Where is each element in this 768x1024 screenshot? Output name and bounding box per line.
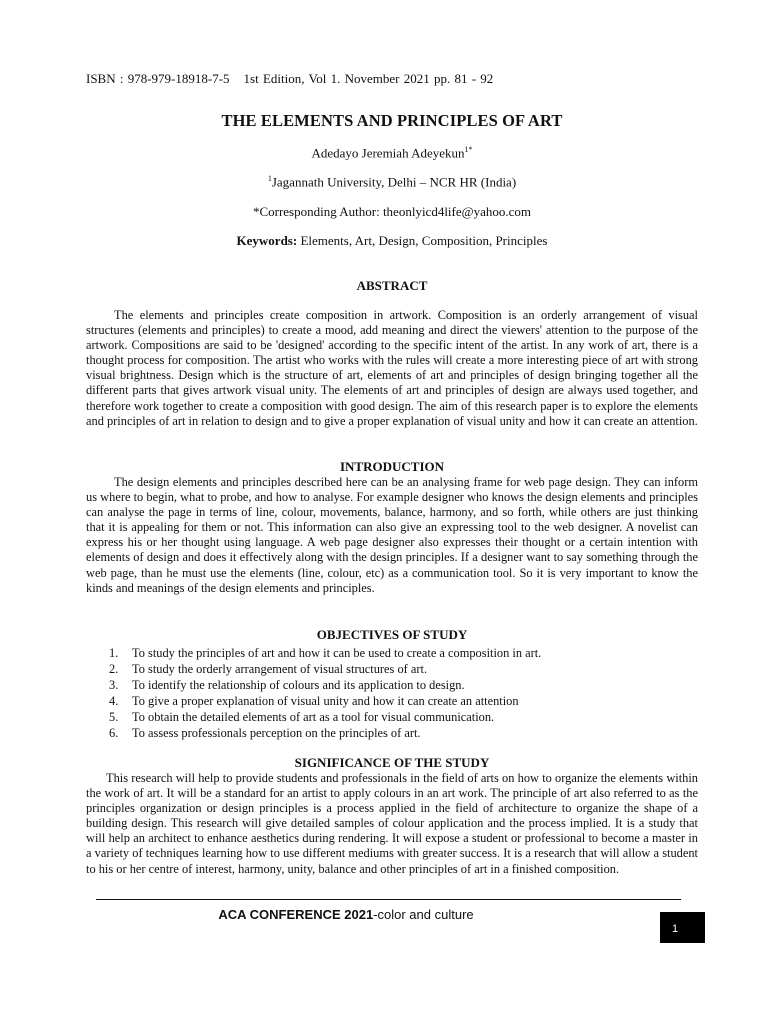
list-item: [86, 677, 698, 693]
page-number-box: [660, 912, 705, 943]
affiliation-mark: 1: [267, 174, 272, 183]
isbn-text: ISBN : 978-979-18918-7-5: [86, 71, 230, 86]
edition-text: 1st Edition, Vol 1. November 2021 pp. 81 - 92: [243, 71, 494, 86]
list-item-text: To study the principles of art and how it can be used to create a composition in art.: [132, 646, 542, 660]
keywords-line: [60, 233, 724, 249]
significance-paragraph: This research will help to provide students and professionals in the field of arts on how to organize the elements within the work of art. It will be a standard for an artist to apply colours in an art work. The principle of art also referred to as the principles organization or design principles is a process applied in the field of architecture to organize the shape of a building design. This research will give detailed samples of colour application and the process implied. It is a study that will help an architect to enhance aesthetics during rendering. It will expose a student or professional to become a master in a variety of techniques learning how to use different mediums with greater success. It is a research that will allow a student to his or her centre of interest, harmony, unity, balance and other principles of art in a finished composition.: [86, 771, 698, 876]
list-item-text: To assess professionals perception on the principles of art.: [132, 726, 421, 741]
list-item: [86, 693, 698, 709]
objectives-heading: OBJECTIVES OF STUDY: [316, 627, 468, 642]
author-name: Adedayo Jeremiah Adeyekun: [311, 145, 465, 161]
conference-footer: [96, 907, 596, 922]
keywords-label: Keywords:: [236, 233, 298, 248]
introduction-paragraph: The design elements and principles described here can be an analysing frame for web page design. They can inform us where to begin, what to probe, and how to analyse. For example designer who knows the design elements and principles can analyse the page in terms of line, colour, movements, balance, harmony, and so forth, while others are just thinking that it is appealing for them or not. This information can also give an expressing tool to the web designer. A novelist can express his or her thought using language. A web page designer also expresses their thought or a certain intention with elements of design and does it effectively along with the design principles. If a designer want to say something through the web page, than he must use the elements (line, colour, etc) as a communication tool. So it is very important to know the kinds and meanings of the design elements and principles.: [86, 475, 698, 595]
list-item-number: 1.: [109, 646, 119, 660]
author-mark: 1*: [464, 145, 473, 154]
paper-title: THE ELEMENTS AND PRINCIPLES OF ART: [221, 111, 563, 130]
footer-divider: [96, 899, 681, 900]
objectives-list: [86, 645, 698, 742]
list-item: [86, 661, 698, 677]
page-number: 1: [672, 923, 679, 935]
keywords-text: Elements, Art, Design, Composition, Principles: [297, 233, 548, 248]
corresponding-author: *Corresponding Author: theonlyicd4life@yahoo.com: [252, 204, 532, 219]
author-line: [60, 145, 724, 161]
list-item: [86, 645, 698, 661]
affiliation-line: [60, 174, 724, 190]
list-item-text: To give a proper explanation of visual unity and how it can create an attention: [132, 694, 519, 709]
abstract-paragraph: The elements and principles create composition in artwork. Composition is an orderly arrangement of visual structures (elements and principles) to create a mood, add meaning and direct the viewers' attention to the purpose of the artwork. Compositions are said to be 'designed' according to the specific intent of the artist. In any work of art, there is a thought process for composition. The artist who works with the rules will create a more interesting piece of art with strong visual brightness. Design which is the structure of art, elements of art and principles of design bringing together all the different parts that gives artwork visual unity. The elements of art and principles of design are always used together, and therefore work together to create a composition with good design. The aim of this research paper is to explore the elements and principles of art in relation to design and to give a proper explanation of visual unity and how it can create an attention.: [86, 308, 698, 428]
list-item: [86, 709, 698, 725]
conference-theme: -color and culture: [373, 907, 474, 922]
list-item-number: 6.: [109, 726, 119, 741]
significance-heading: SIGNIFICANCE OF THE STUDY: [294, 755, 490, 770]
isbn-line: [86, 71, 493, 87]
list-item-text: To obtain the detailed elements of art as a tool for visual communication.: [132, 710, 495, 725]
list-item-number: 2.: [109, 662, 119, 677]
list-item-number: 5.: [109, 710, 119, 725]
conference-name: ACA CONFERENCE 2021: [218, 907, 374, 922]
list-item: [86, 725, 698, 741]
affiliation-text: Jagannath University, Delhi – NCR HR (India): [271, 174, 517, 190]
list-item-text: To study the orderly arrangement of visual structures of art.: [132, 662, 428, 677]
list-item-text: To identify the relationship of colours and its application to design.: [132, 678, 465, 693]
list-item-number: 3.: [109, 678, 119, 693]
list-item-number: 4.: [109, 694, 119, 709]
abstract-heading: ABSTRACT: [356, 278, 428, 293]
introduction-heading: INTRODUCTION: [339, 459, 444, 474]
